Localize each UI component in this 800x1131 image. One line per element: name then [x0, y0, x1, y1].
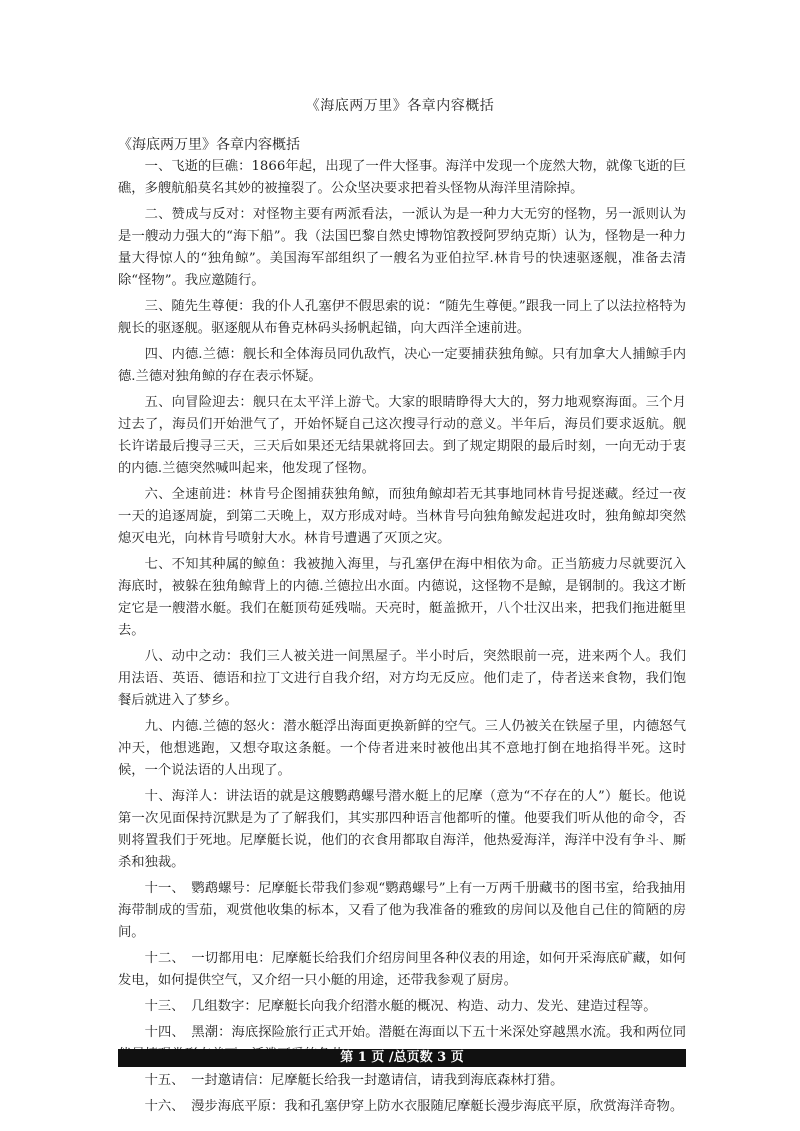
- document-subtitle: 《海底两万里》各章内容概括: [118, 137, 300, 153]
- page-title: 《海底两万里》各章内容概括: [305, 98, 495, 114]
- chapter-summary-11: 十一、 鹦鹉螺号：尼摩艇长带我们参观“鹦鹉螺号”上有一万两千册藏书的图书室，给我抽用海带制成的雪茄，观赏他收集的标本，又看了他为我准备的雅致的房间以及他自己住的简陋的房间。: [118, 881, 686, 940]
- chapter-summary-14: 十四、 黑潮：海底探险旅行正式开始。潜艇在海面以下五十米深处穿越黑水流。我和两位同: [144, 1025, 686, 1040]
- chapter-summary-15: 十五、 一封邀请信：尼摩艇长给我一封邀请信，请我到海底森林打猎。: [144, 1073, 564, 1088]
- chapter-summary-5: 五、向冒险迎去：舰只在太平洋上游弋。大家的眼睛睁得大大的，努力地观察海面。三个月过去了，海员们开始泄气了，开始怀疑自己这次搜寻行动的意义。半年后，海员们要求返航。舰长许诺最后搜寻三天，三天后如果还无结果就将回去。到了规定期限的最后时刻，一向无动于衷的内德.兰德突然喊叫起来，他发现了怪物。: [118, 395, 686, 476]
- chapter-summary-7: 七、不知其种属的鲸鱼：我被抛入海里，与孔塞伊在海中相依为命。正当筋疲力尽就要沉入海底时，被躲在独角鲸背上的内德.兰德拉出水面。内德说，这怪物不是鲸，是钢制的。我这才断定它是一艘潜水艇。我们在艇顶苟延残喘。天亮时，艇盖掀开，八个壮汉出来，把我们拖进艇里去。: [118, 557, 686, 638]
- chapter-summary-13: 十三、 几组数字：尼摩艇长向我介绍潜水艇的概况、构造、动力、发光、建造过程等。: [144, 999, 657, 1014]
- chapter-summary-8: 八、动中之动：我们三人被关进一间黑屋子。半小时后，突然眼前一亮，进来两个人。我们用法语、英语、德语和拉丁文进行自我介绍，对方均无反应。他们走了，侍者送来食物，我们饱餐后就进入了梦乡。: [118, 649, 686, 708]
- chapter-summary-10: 十、海洋人：讲法语的就是这艘鹦鹉螺号潜水艇上的尼摩（意为“不存在的人”）艇长。他说第一次见面保持沉默是为了了解我们，其实那四种语言他都听的懂。他要我们听从他的命令，否则将置我们于死地。尼摩艇长说，他们的衣食用都取自海洋，他热爱海洋，海洋中没有争斗、厮杀和独裁。: [118, 789, 686, 870]
- page-footer: 第 1 页 /总页数 3 页: [118, 1049, 686, 1067]
- chapter-summary-6: 六、全速前进：林肯号企图捕获独角鲸，而独角鲸却若无其事地同林肯号捉迷藏。经过一夜一天的追逐周旋，到第二天晚上，双方形成对峙。当林肯号向独角鲸发起进攻时，独角鲸却突然熄灭电光，向林肯号喷射大水。林肯号遭遇了灭顶之灾。: [118, 487, 686, 546]
- document-body: [118, 134, 686, 1122]
- chapter-summary-9: 九、内德.兰德的怒火：潜水艇浮出海面更换新鲜的空气。三人仍被关在铁屋子里，内德怒气冲天，他想逃跑，又想夺取这条艇。一个侍者进来时被他出其不意地打倒在地掐得半死。这时候，一个说法语的人出现了。: [118, 719, 686, 778]
- chapter-summary-16: 十六、 漫步海底平原：我和孔塞伊穿上防水衣服随尼摩艇长漫步海底平原，欣赏海洋奇物。: [144, 1099, 684, 1114]
- chapter-summary-3: 三、随先生尊便：我的仆人孔塞伊不假思索的说：“随先生尊便。”跟我一同上了以法拉格特为舰长的驱逐舰。驱逐舰从布鲁克林码头扬帆起锚，向大西洋全速前进。: [118, 299, 686, 336]
- chapter-summary-4: 四、内德.兰德：舰长和全体海员同仇敌忾，决心一定要捕获独角鲸。只有加拿大人捕鲸手内德.兰德对独角鲸的存在表示怀疑。: [118, 347, 686, 384]
- chapter-summary-2: 二、赞成与反对：对怪物主要有两派看法，一派认为是一种力大无穷的怪物，另一派则认为是一艘动力强大的“海下船”。我（法国巴黎自然史博物馆教授阿罗纳克斯）认为，怪物是一种力量大得惊人的“独角鲸”。美国海军部组织了一艘名为亚伯拉罕.林肯号的快速驱逐舰，准备去清除“怪物”。我应邀随行。: [118, 207, 686, 288]
- chapter-summary-1: 一、飞逝的巨礁：1866年起，出现了一件大怪事。海洋中发现一个庞然大物，就像飞逝的巨礁，多艘航船莫名其妙的被撞裂了。公众坚决要求把着头怪物从海洋里清除掉。: [118, 159, 686, 196]
- chapter-summary-12: 十二、 一切都用电：尼摩艇长给我们介绍房间里各种仪表的用途，如何开采海底矿藏，如何发电，如何提供空气，又介绍一只小艇的用途，还带我参观了厨房。: [118, 951, 686, 988]
